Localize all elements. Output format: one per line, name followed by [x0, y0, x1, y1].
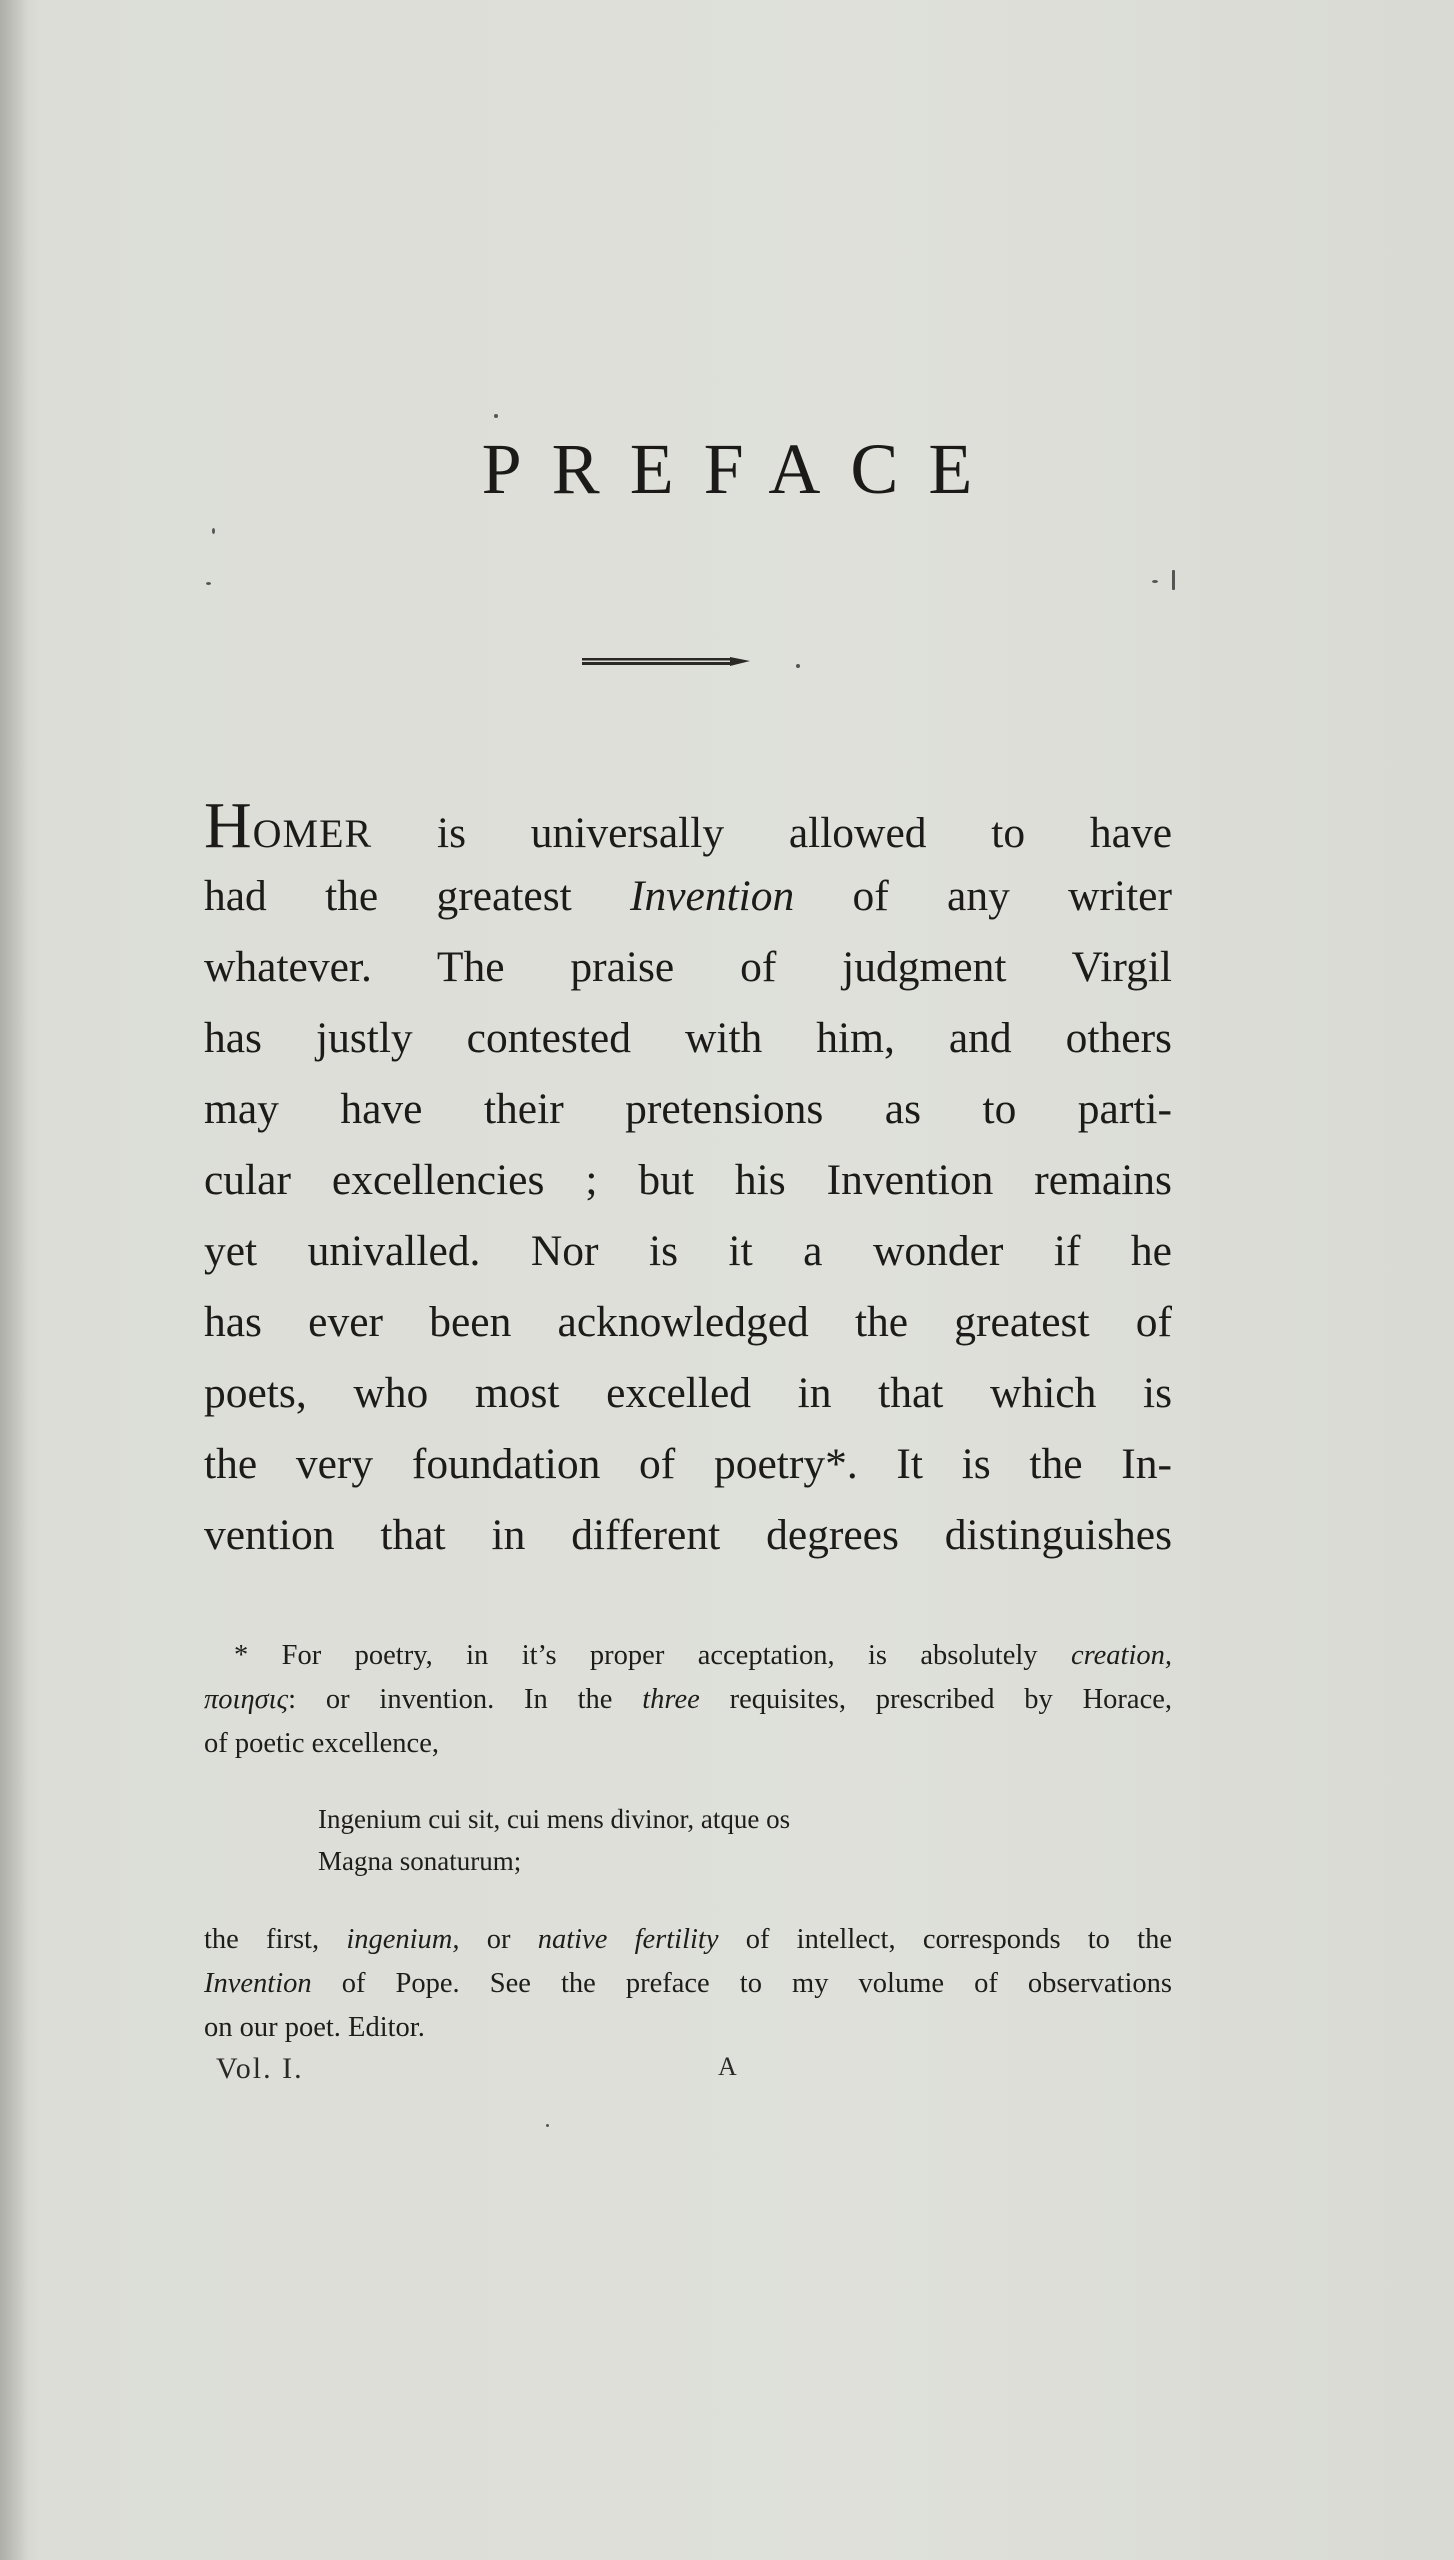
body-line: yet univalled. Nor is it a wonder if he: [204, 1227, 1172, 1275]
footnote-line: [204, 1678, 1172, 1722]
footnote-italic: creation,: [1070, 1640, 1172, 1671]
footnote-text: : or invention. In the: [288, 1684, 643, 1715]
paper-speck: [494, 414, 498, 418]
ornamental-rule: [582, 656, 750, 668]
footnote-continuation: [204, 1918, 1172, 2050]
footnote: [204, 1634, 1172, 1766]
footnote-italic: native fertility: [537, 1924, 719, 1955]
footnote-text: the first,: [204, 1924, 347, 1955]
footnote-line: [204, 1918, 1172, 1962]
volume-signature: Vol. I.: [216, 2052, 304, 2085]
body-line: poets, who most excelled in that which is: [204, 1369, 1172, 1417]
footnote-text: * For poetry, in it’s proper acceptation, is absolutely: [234, 1640, 1071, 1671]
drop-cap: H: [204, 789, 253, 862]
body-line: has justly contested with him, and others: [204, 1014, 1172, 1062]
body-line: the very foundation of poetry*. It is the In-: [204, 1440, 1172, 1488]
body-line: has ever been acknowledged the greatest of: [204, 1298, 1172, 1346]
line-text: had the greatest: [204, 872, 630, 920]
greek-word: ποιησις: [204, 1684, 289, 1715]
body-line: [204, 790, 1172, 861]
latin-quotation: [318, 1798, 790, 1882]
footnote-line: of poetic excellence,: [204, 1728, 439, 1759]
footnote-text: of intellect, corresponds to the: [718, 1924, 1172, 1955]
italic-word: Invention: [630, 872, 795, 920]
page-title: PREFACE: [481, 429, 1003, 509]
paper-speck: [546, 2124, 549, 2127]
footnote-line: [204, 1634, 1172, 1678]
paper-speck: [1172, 570, 1175, 590]
footnote-line: on our poet. Editor.: [204, 2012, 425, 2043]
preface-body: [204, 790, 1172, 1571]
small-caps-word: OMER: [252, 811, 373, 856]
quote-line: Magna sonaturum;: [318, 1846, 522, 1876]
footnote-italic: Invention: [204, 1968, 312, 1999]
paper-speck: [796, 664, 800, 668]
paper-speck: [1152, 580, 1158, 583]
body-line: cular excellencies ; but his Invention remains: [204, 1156, 1172, 1204]
body-line: whatever. The praise of judgment Virgil: [204, 943, 1172, 991]
footnote-text: of Pope. See the preface to my volume of observations: [311, 1968, 1172, 1999]
line-text: of any writer: [794, 872, 1172, 920]
spine-shadow: [0, 0, 28, 2560]
paper-speck: [206, 582, 211, 585]
body-line: vention that in different degrees distinguishes: [204, 1511, 1172, 1559]
footnote-italic: three: [642, 1684, 700, 1715]
quote-line: Ingenium cui sit, cui mens divinor, atque os: [318, 1804, 791, 1834]
paper-speck: [212, 528, 215, 534]
body-line: [204, 861, 1172, 932]
signature-mark: A: [718, 2052, 737, 2081]
line-text: is universally allowed to have: [372, 809, 1172, 857]
footnote-line: [204, 1962, 1172, 2006]
body-line: may have their pretensions as to parti-: [204, 1085, 1172, 1133]
footnote-text: requisites, prescribed by Horace,: [699, 1684, 1172, 1715]
footnote-text: or: [459, 1924, 538, 1955]
footnote-italic: ingenium,: [346, 1924, 460, 1955]
